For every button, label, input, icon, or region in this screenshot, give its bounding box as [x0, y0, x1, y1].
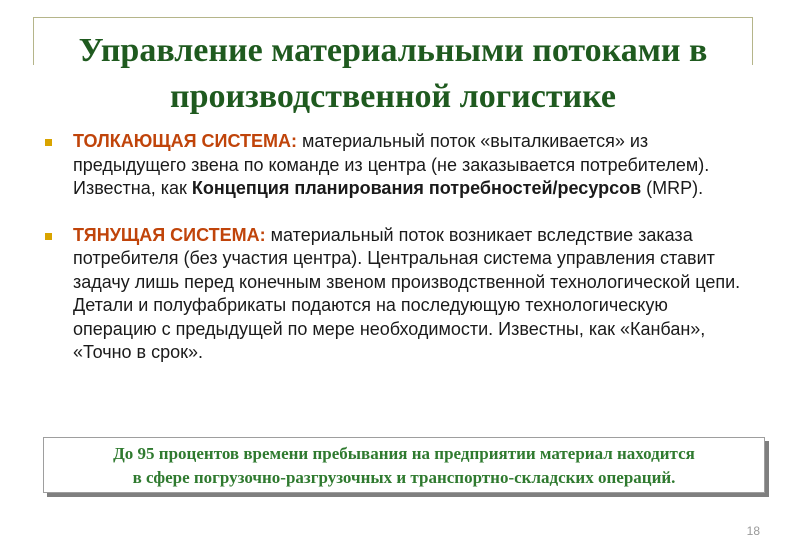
push-text-2: (MRP). — [641, 178, 704, 198]
title-line-2: производственной логистике — [170, 78, 616, 115]
bullet-push-system — [45, 130, 755, 201]
push-term: Концепция планирования потребностей/ресурсов — [191, 178, 642, 198]
push-heading: ТОЛКАЮЩАЯ СИСТЕМА: — [73, 131, 298, 151]
page-number: 18 — [746, 524, 760, 538]
slide-title — [40, 28, 746, 120]
push-text-1: материальный поток «выталкивается» из предыдущего звена по команде из центра (не заказывается потребителем). Известна, как — [73, 131, 710, 198]
frame-left-line — [33, 17, 34, 65]
pull-heading: ТЯНУЩАЯ СИСТЕМА: — [73, 224, 266, 245]
bullet-pull-system — [45, 224, 755, 365]
square-bullet-icon — [45, 233, 52, 240]
title-line-1: Управление материальными потоками в — [78, 32, 708, 69]
square-bullet-icon — [45, 139, 52, 146]
callout-line-1: До 95 процентов времени пребывания на предприятии материал находится — [113, 444, 695, 463]
pull-text-1: материальный поток возникает вследствие заказа потребителя (без участия центра). Центральная система управления ставит задачу лишь перед конечным звеном производственной технологической цепи. Детали и полуфабрикаты подаются на последующую технологическую операцию с предыдущей по мере необходимости. Известны, как «Канбан», «Точно в срок». — [73, 224, 741, 362]
callout-box — [43, 437, 765, 493]
frame-right-line — [752, 17, 753, 65]
frame-top-line — [33, 17, 753, 18]
callout-line-2: в сфере погрузочно-разгрузочных и транспортно-складских операций. — [132, 468, 676, 487]
bullet-list — [45, 130, 755, 365]
